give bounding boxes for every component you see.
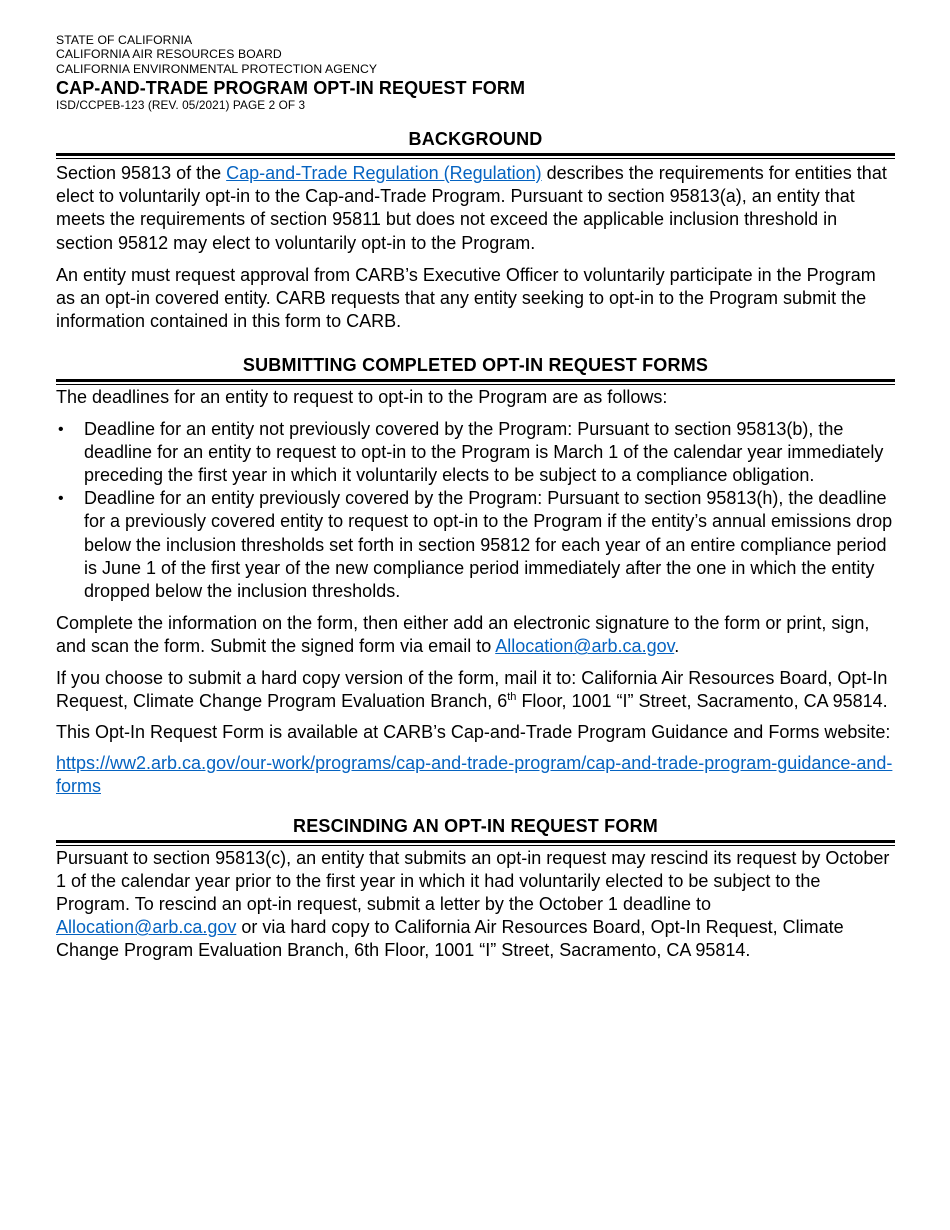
form-title: CAP-AND-TRADE PROGRAM OPT-IN REQUEST FORM [56,77,526,98]
complete-text-end: . [674,636,680,657]
mail-superscript: th [507,690,517,703]
mail-paragraph [56,667,895,713]
section-divider [56,379,895,382]
list-item-text: Deadline for an entity not previously covered by the Program: Pursuant to section 95813(b), the deadline for an entity to request to opt-in to the Program is March 1 of the calendar year immediately preceding the first year in which it voluntarily elects to be subject to a compliance obligation. [84,418,884,485]
section-divider [56,840,895,843]
document-page [56,33,895,963]
rescinding-section [56,815,895,963]
complete-text: Complete the information on the form, then either add an electronic signature to the form or print, sign, and scan the form. Submit the signed form via email to [56,613,870,657]
rescinding-text-end: or via hard copy to California Air Resources Board, Opt-In Request, Climate Change Program Evaluation Branch, 6th Floor, 1001 “I” Street, Sacramento, CA 95814. [56,917,844,961]
form-header [56,33,895,112]
background-heading: BACKGROUND [408,128,543,149]
submitting-heading: SUBMITTING COMPLETED OPT-IN REQUEST FORMS [242,355,709,376]
available-paragraph: This Opt-In Request Form is available at CARB’s Cap-and-Trade Program Guidance and Forms website: [56,721,891,742]
background-p1-text-end: describes the requirements for entities that elect to voluntarily opt-in to the Cap-and-Trade Program. Pursuant to section 95813(a), an entity that meets the requirements of section 95811 but does not exceed the applicable inclusion threshold in section 95812 may elect to voluntarily opt-in to the Program. [56,162,887,253]
guidance-forms-link[interactable]: https://ww2.arb.ca.gov/our-work/programs/cap-and-trade-program/cap-and-trade-program-guidance-and-forms [56,753,893,797]
background-paragraph-1 [56,162,895,255]
section-divider [56,153,895,156]
submitting-section [56,354,895,798]
list-item-text: Deadline for an entity previously covered by the Program: Pursuant to section 95813(h), the deadline for a previously covered entity to request to opt-in to the Program if the entity’s annual emissions drop below the inclusion thresholds set forth in section 95812 for each year of an entire compliance period is June 1 of the first year of the new compliance period immediately after the one in which the entity dropped below the inclusion thresholds. [84,488,893,601]
background-paragraph-2: An entity must request approval from CARB’s Executive Officer to voluntarily participate in the Program as an opt-in covered entity. CARB requests that any entity seeking to opt-in to the Program submit the information contained in this form to CARB. [56,264,876,332]
rescinding-heading: RESCINDING AN OPT-IN REQUEST FORM [293,815,658,836]
email-link[interactable]: Allocation@arb.ca.gov [56,917,237,938]
deadline-list [56,418,895,604]
mail-text: If you choose to submit a hard copy version of the form, mail it to: California Air Resources Board, Opt-In Request, Climate Change Program Evaluation Branch, 6 [56,667,888,711]
complete-paragraph [56,612,895,658]
background-section [56,128,895,333]
header-state: STATE OF CALIFORNIA [56,33,193,47]
list-item [56,418,895,488]
submitting-intro: The deadlines for an entity to request to opt-in to the Program are as follows: [56,387,668,408]
rescinding-text: Pursuant to section 95813(c), an entity that submits an opt-in request may rescind its request by October 1 of the calendar year prior to the first year in which it had voluntarily elected to be subject to the Program. To rescind an opt-in request, submit a letter by the October 1 deadline to [56,847,890,914]
email-link[interactable]: Allocation@arb.ca.gov [495,636,675,657]
form-revision: ISD/CCPEB-123 (REV. 05/2021) PAGE 2 OF 3 [56,97,306,112]
rescinding-paragraph [56,847,895,963]
regulation-link[interactable]: Cap-and-Trade Regulation (Regulation) [226,162,542,183]
header-agency: CALIFORNIA ENVIRONMENTAL PROTECTION AGENCY [56,61,378,76]
header-board: CALIFORNIA AIR RESOURCES BOARD [56,47,282,62]
mail-text-end: Floor, 1001 “I” Street, Sacramento, CA 95814. [516,690,888,711]
background-p1-text: Section 95813 of the [56,162,227,183]
bullet-icon: • [58,490,64,508]
bullet-icon: • [58,420,64,438]
url-paragraph [56,752,895,798]
list-item [56,487,895,603]
